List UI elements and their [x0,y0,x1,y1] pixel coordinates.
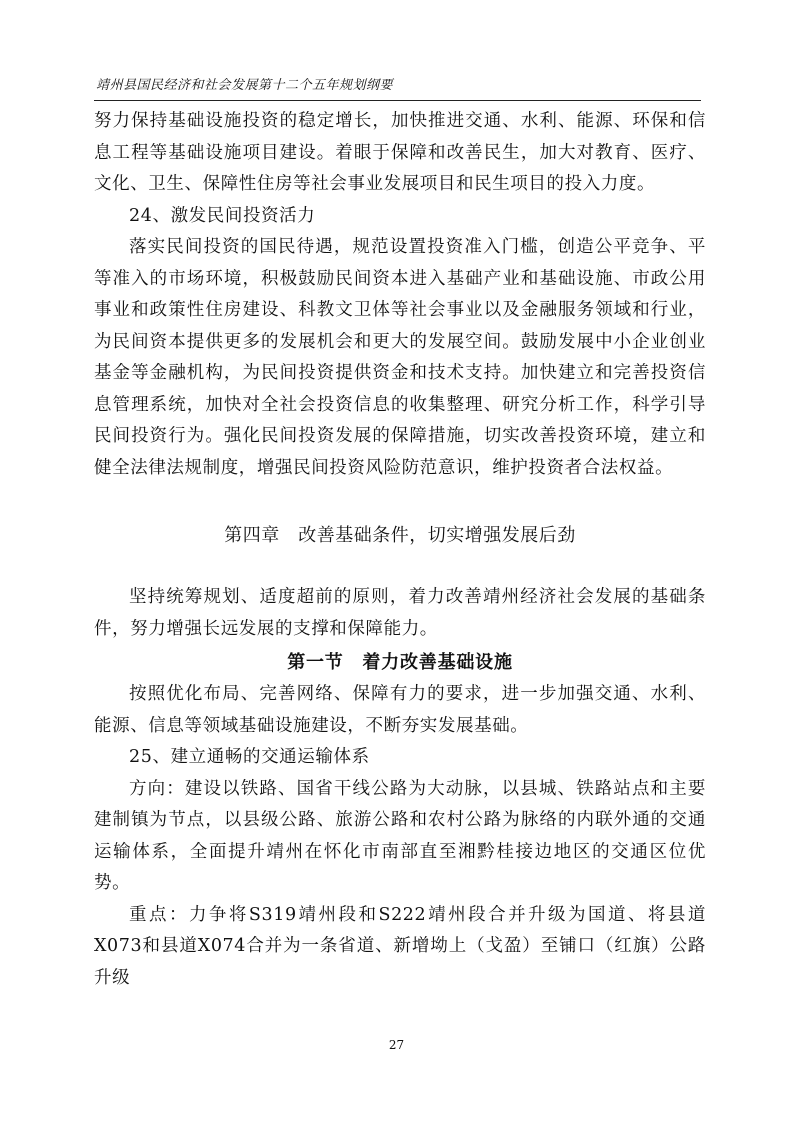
paragraph-private-investment: 落实民间投资的国民待遇，规范设置投资准入门槛，创造公平竞争、平等准入的市场环境，积极鼓励民间资本进入基础产业和基础设施、市政公用事业和政策性住房建设、科教文卫体等社会事业以及金融服务领域和行业，为民间资本提供更多的发展机会和更大的发展空间。鼓励发展中小企业创业基金等金融机构，为民间投资提供资金和技术支持。加快建立和完善投资信息管理系统，加快对全社会投资信息的收集整理、研究分析工作，科学引导民间投资行为。强化民间投资发展的保障措施，切实改善投资环境，建立和健全法律法规制度，增强民间投资风险防范意识，维护投资者合法权益。 [94,237,706,478]
item-heading-25: 25、建立通畅的交通运输体系 [129,747,370,767]
section-heading: 第一节 着力改善基础设施 [287,652,513,673]
header-rule [94,100,701,101]
page-body [94,106,706,994]
running-header: 靖州县国民经济和社会发展第十二个五年规划纲要 [96,78,394,93]
chapter-heading: 第四章 改善基础条件，切实增强发展后劲 [224,525,576,546]
item-heading-24: 24、激发民间投资活力 [129,205,316,226]
paragraph-section-intro: 按照优化布局、完善网络、保障有力的要求，进一步加强交通、水利、能源、信息等领域基础设施建设，不断夯实发展基础。 [94,684,706,736]
page-number: 27 [388,1038,405,1052]
paragraph-key-points: 重点：力争将S319靖州段和S222靖州段合并升级为国道、将县道X073和县道X074合并为一条省道、新增坳上（戈盈）至铺口（红旗）公路升级 [94,904,706,988]
paragraph-continued: 努力保持基础设施投资的稳定增长，加快推进交通、水利、能源、环保和信息工程等基础设施项目建设。着眼于保障和改善民生，加大对教育、医疗、文化、卫生、保障性住房等社会事业发展项目和民生项目的投入力度。 [94,111,706,194]
paragraph-chapter-intro: 坚持统筹规划、适度超前的原则，着力改善靖州经济社会发展的基础条件，努力增强长远发展的支撑和保障能力。 [94,587,706,639]
paragraph-direction: 方向：建设以铁路、国省干线公路为大动脉，以县城、铁路站点和主要建制镇为节点，以县级公路、旅游公路和农村公路为脉络的内联外通的交通运输体系，全面提升靖州在怀化市南部直至湘黔桂接边地区的交通区位优势。 [94,778,706,893]
